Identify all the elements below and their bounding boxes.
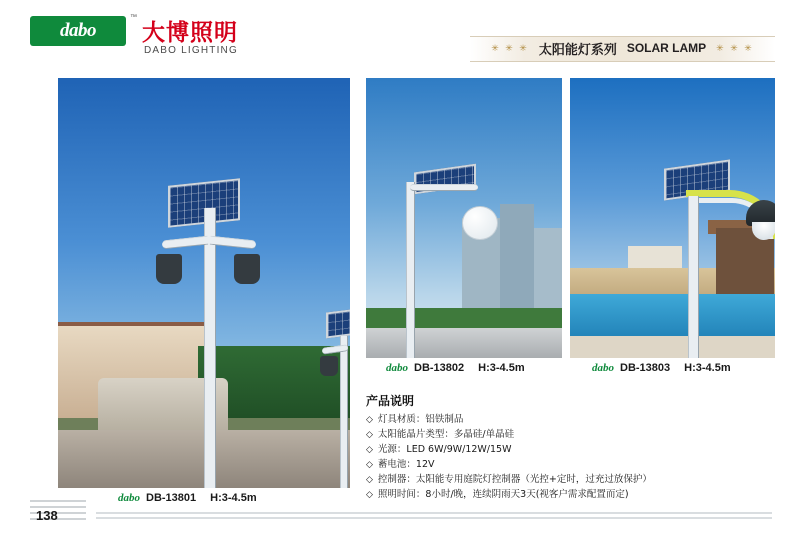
lamp-head-right bbox=[234, 254, 260, 284]
spec-item bbox=[366, 458, 786, 471]
diamond-bullet-icon: ◇ bbox=[366, 474, 373, 484]
caption-height-spec: H:3-4.5m bbox=[478, 362, 525, 374]
brand-logo-block bbox=[30, 14, 330, 62]
lamp-head-secondary bbox=[320, 356, 338, 376]
caption-logo-icon: dabo bbox=[386, 362, 408, 374]
brand-name-chinese: 大博照明 bbox=[142, 20, 238, 46]
spec-item bbox=[366, 488, 786, 501]
diamond-bullet-icon: ◇ bbox=[366, 459, 373, 469]
caption-db-13803 bbox=[592, 362, 731, 374]
spec-item-text: 光源：LED 6W/9W/12W/15W bbox=[377, 444, 512, 455]
spec-item-text: 太阳能晶片类型：多晶硅/单晶硅 bbox=[377, 429, 515, 440]
caption-model-number: DB-13803 bbox=[620, 362, 671, 374]
product-photo-db-13803 bbox=[570, 78, 775, 358]
diamond-bullet-icon: ◇ bbox=[366, 414, 373, 424]
banner-star-left-icon: ✳ ✳ ✳ bbox=[491, 42, 529, 53]
spec-item bbox=[366, 428, 786, 441]
product-specification-block bbox=[366, 392, 786, 503]
caption-model-number: DB-13801 bbox=[146, 492, 197, 504]
spec-item bbox=[366, 413, 786, 426]
brand-name-english: DABO LIGHTING bbox=[144, 45, 238, 56]
spec-title: 产品说明 bbox=[366, 394, 415, 408]
footer-decorative-lines bbox=[96, 512, 772, 522]
swimming-pool bbox=[570, 294, 775, 342]
spec-item-text: 蓄电池：12V bbox=[377, 459, 435, 470]
product-photo-db-13801 bbox=[58, 78, 350, 488]
lamp-lens bbox=[752, 222, 775, 240]
caption-model-number: DB-13802 bbox=[414, 362, 465, 374]
lamp-head-left bbox=[156, 254, 182, 284]
lamp-pole-main bbox=[204, 208, 216, 488]
spec-item bbox=[366, 473, 786, 486]
page-number: 138 bbox=[36, 508, 58, 523]
caption-db-13802 bbox=[386, 362, 525, 374]
lamp-pole-right bbox=[688, 196, 699, 358]
diamond-bullet-icon: ◇ bbox=[366, 489, 373, 499]
caption-height-spec: H:3-4.5m bbox=[684, 362, 731, 374]
road-surface bbox=[366, 328, 562, 358]
dabo-logo-mark bbox=[30, 16, 126, 46]
banner-title-chinese: 太阳能灯系列 bbox=[538, 42, 617, 58]
spec-item-text: 控制器：太阳能专用庭院灯控制器（光控+定时，过充过放保护） bbox=[377, 474, 652, 485]
caption-logo-icon: dabo bbox=[592, 362, 614, 374]
caption-db-13801 bbox=[118, 492, 257, 504]
lamp-arm-mid bbox=[410, 184, 478, 191]
banner-title-english: SOLAR LAMP bbox=[626, 41, 707, 55]
caption-height-spec: H:3-4.5m bbox=[210, 492, 257, 504]
trademark-symbol: ™ bbox=[130, 14, 137, 21]
logo-wordmark: dabo bbox=[60, 20, 96, 41]
spec-item bbox=[366, 443, 786, 456]
diamond-bullet-icon: ◇ bbox=[366, 444, 373, 454]
spec-item-text: 照明时间：8小时/晚，连续阴雨天3天(视客户需求配置而定) bbox=[377, 489, 629, 500]
diamond-bullet-icon: ◇ bbox=[366, 429, 373, 439]
caption-logo-icon: dabo bbox=[118, 492, 140, 504]
lamp-pole-secondary bbox=[340, 336, 348, 488]
banner-star-right-icon: ✳ ✳ ✳ bbox=[716, 42, 754, 53]
lamp-pole-mid bbox=[406, 182, 415, 358]
series-banner bbox=[470, 36, 775, 62]
solar-panel-secondary bbox=[326, 308, 350, 339]
lamp-globe-mid bbox=[462, 206, 498, 240]
spec-item-text: 灯具材质：铝铁制品 bbox=[377, 414, 464, 425]
pool-deck bbox=[570, 336, 775, 358]
product-photo-db-13802 bbox=[366, 78, 562, 358]
